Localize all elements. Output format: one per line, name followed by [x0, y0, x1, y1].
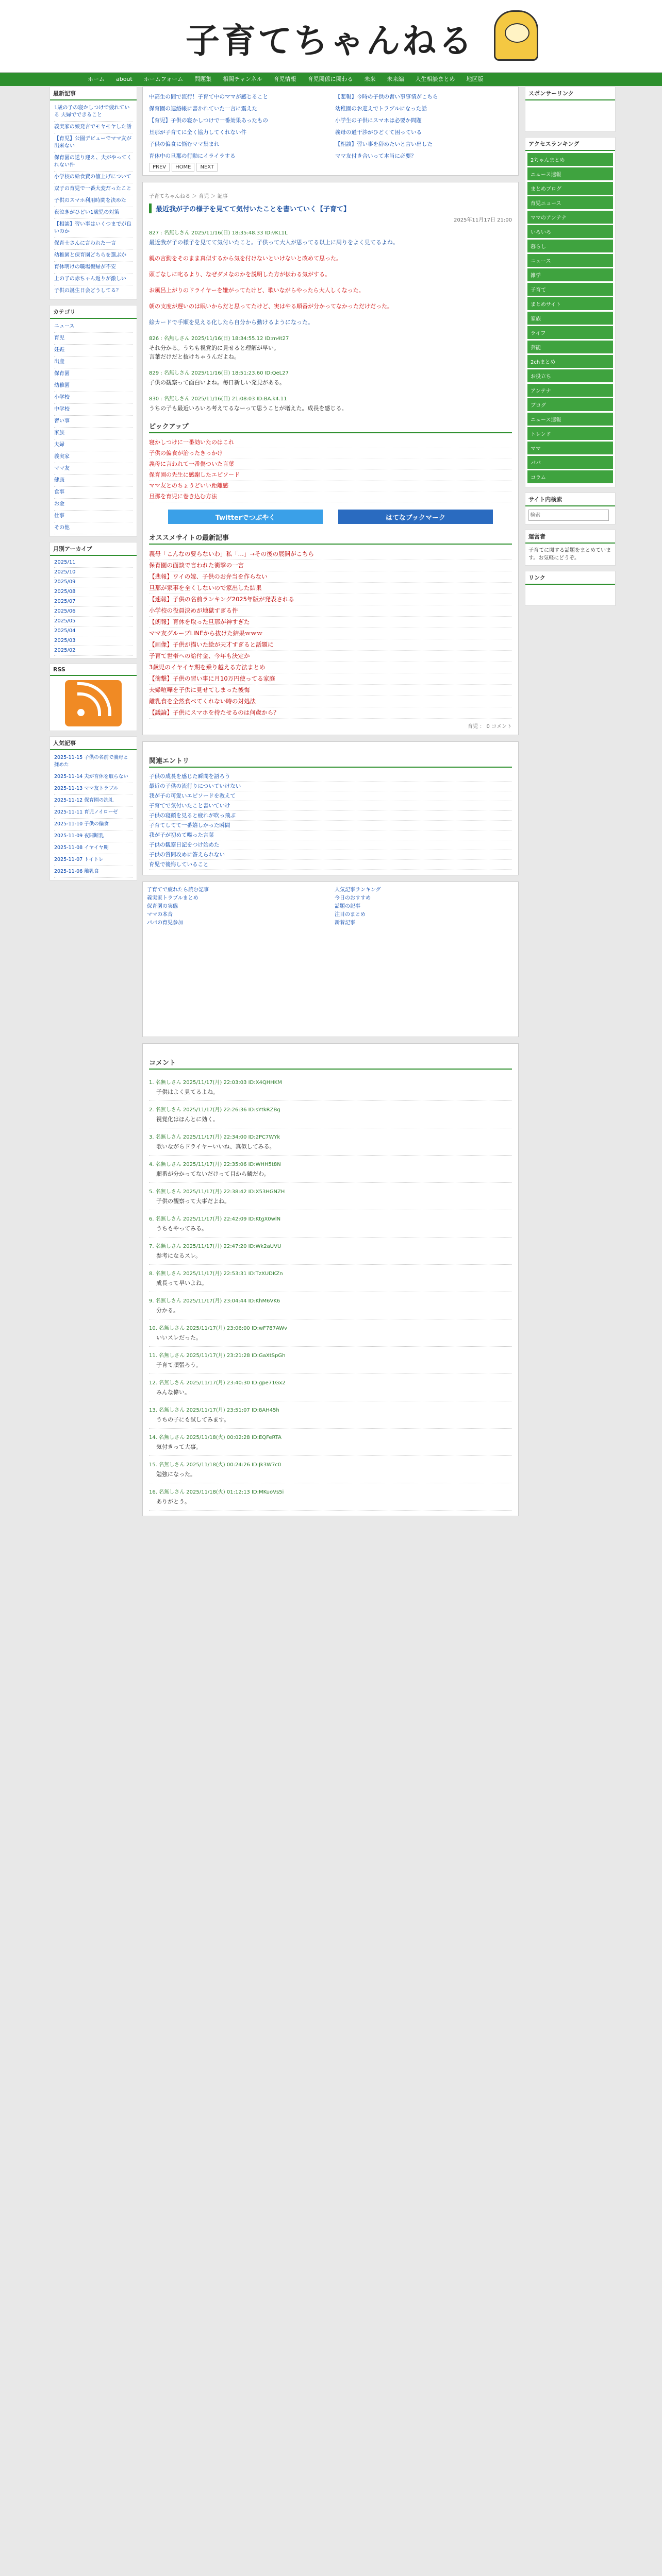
recommend-link[interactable]: 3歳児のイヤイヤ期を乗り越える方法まとめ — [149, 662, 512, 673]
category-item[interactable]: 育児 — [54, 333, 133, 345]
ad-right — [330, 882, 518, 1037]
related-title: 関連エントリ — [149, 755, 512, 768]
comment — [149, 1374, 512, 1401]
comment-body: うちもやってみる。 — [156, 1225, 207, 1232]
article-title: 最近我が子の様子を見てて気付いたことを書いていく【子育て】 — [149, 204, 512, 213]
latest-item[interactable]: 上の子の赤ちゃん返りが激しい — [54, 274, 133, 285]
ranking-item[interactable]: 2025-11-07 トイトレ — [54, 854, 133, 866]
comment — [149, 1074, 512, 1101]
antenna-item[interactable]: ライフ — [527, 326, 613, 339]
antenna-item[interactable]: 育児ニュース — [527, 196, 613, 209]
nav-link[interactable]: 問題集 — [194, 76, 212, 82]
category-item[interactable]: 習い事 — [54, 416, 133, 428]
category-item[interactable]: ママ友 — [54, 463, 133, 475]
archive-item[interactable]: 2025/09 — [54, 578, 133, 587]
links-area — [525, 585, 615, 605]
comment-header: 10. 名無しさん 2025/11/17(月) 23:06:00 ID:wF787AWv — [149, 1326, 288, 1331]
latest-item[interactable]: 1歳の子の寝かしつけで疲れている 夫婦でできること — [54, 103, 133, 122]
antenna-item[interactable]: お役立ち — [527, 369, 613, 382]
latest-item[interactable]: 夜泣きがひどい1歳児の対策 — [54, 207, 133, 219]
ad-link[interactable]: 話題の記事 — [335, 904, 360, 909]
comment-body: ありがとう。 — [156, 1498, 190, 1505]
antenna-item[interactable]: アンテナ — [527, 384, 613, 397]
comment — [149, 1238, 512, 1265]
nav-link[interactable]: ホームフォーム — [143, 76, 184, 82]
related-link[interactable]: 最近の子供の流行りについていけない — [149, 782, 512, 791]
site-header — [0, 0, 662, 73]
recommend-link[interactable]: 保育園の面談で言われた衝撃の一言 — [149, 560, 512, 571]
category-list — [50, 319, 137, 536]
comment-header: 7. 名無しさん 2025/11/17(月) 22:47:20 ID:Wk2aUVU — [149, 1244, 282, 1249]
ranking-item[interactable]: 2025-11-11 育児ノイローゼ — [54, 807, 133, 819]
recommend-link[interactable]: 夫婦喧嘩を子供に見せてしまった後悔 — [149, 685, 512, 696]
comment-header: 9. 名無しさん 2025/11/17(月) 23:04:44 ID:KhM6VK6 — [149, 1298, 280, 1304]
comment-header: 11. 名無しさん 2025/11/17(月) 23:21:28 ID:GaXtSpGh — [149, 1353, 286, 1359]
antenna-item[interactable]: コラム — [527, 470, 613, 483]
recommend-link[interactable]: 【衝撃】子供の習い事に月10万円使ってる家庭 — [149, 673, 512, 685]
comment-header: 3. 名無しさん 2025/11/17(月) 22:34:00 ID:2PC7WYk — [149, 1134, 280, 1140]
nav-link[interactable]: 未来 — [364, 76, 376, 82]
response-header: 830 : 名無しさん 2025/11/16(日) 21:08:03 ID:BA.k4.11 — [149, 396, 287, 402]
ranking-list — [50, 750, 137, 880]
latest-list — [50, 100, 137, 299]
top-link[interactable]: 中高生の間で流行！子育て中のママが感じること — [149, 94, 268, 100]
response-body: 親の言動をそのまま真似するから気を付けないといけないと改めて思った。 — [149, 255, 342, 262]
comment-body: みんな偉い。 — [156, 1389, 190, 1396]
pickup-link[interactable]: ママ友とのちょうどいい距離感 — [149, 481, 512, 492]
latest-item[interactable]: 子供のスマホ利用時間を決めた — [54, 195, 133, 207]
antenna-item[interactable]: 家族 — [527, 312, 613, 325]
pickup-link[interactable]: 子供の偏食が治ったきっかけ — [149, 448, 512, 459]
ad-box — [142, 882, 519, 1037]
related-link[interactable]: 子育てしてて一番嬉しかった瞬間 — [149, 821, 512, 831]
related-link[interactable]: 子供の観察日記をつけ始めた — [149, 840, 512, 850]
comment — [149, 1265, 512, 1292]
nav-link[interactable]: 育児情報 — [273, 76, 296, 82]
comment-body: いいスレだった。 — [156, 1334, 202, 1341]
comments-panel — [142, 1043, 519, 1516]
comment-body: 勉強になった。 — [156, 1471, 196, 1478]
comment-header: 4. 名無しさん 2025/11/17(月) 22:35:06 ID:WHH5t8N — [149, 1162, 281, 1167]
antenna-item[interactable]: ママ — [527, 442, 613, 454]
article — [142, 182, 519, 735]
comment — [149, 1347, 512, 1374]
category-item[interactable]: 健康 — [54, 475, 133, 487]
recommend-link[interactable]: 【朗報】育休を取った旦那が神すぎた — [149, 617, 512, 628]
comment — [149, 1456, 512, 1483]
archive-item[interactable]: 2025/05 — [54, 617, 133, 626]
response-header: 829 : 名無しさん 2025/11/16(日) 18:51:23.60 ID:QeL27 — [149, 370, 289, 376]
main-content — [142, 87, 519, 1522]
category-item[interactable]: 仕事 — [54, 511, 133, 522]
pager-link[interactable]: HOME — [172, 163, 194, 172]
latest-item[interactable]: 保育園の送り迎え、夫がやってくれない件 — [54, 152, 133, 172]
response — [149, 270, 512, 279]
category-item[interactable]: 小学校 — [54, 392, 133, 404]
ranking-item[interactable]: 2025-11-09 夜間断乳 — [54, 831, 133, 842]
antenna-item[interactable]: 芸能 — [527, 341, 613, 353]
logo-text[interactable]: 子育てちゃんねる — [186, 20, 474, 61]
related-panel — [142, 741, 519, 875]
top-link[interactable]: 育休中の旦那の行動にイライラする — [149, 153, 236, 159]
category-item[interactable]: 幼稚園 — [54, 380, 133, 392]
latest-item[interactable]: 双子の育児で一番大変だったこと — [54, 183, 133, 195]
article-date: 2025年11月17日 21:00 — [454, 217, 512, 223]
recommend-link[interactable]: 子育て世帯への給付金、今年も決定か — [149, 651, 512, 662]
top-link[interactable]: 【育児】子供の寝かしつけで一番効果あったもの — [149, 117, 268, 124]
rss-title: RSS — [50, 664, 137, 676]
archive-item[interactable]: 2025/06 — [54, 607, 133, 617]
recommend-link[interactable]: 【速報】子供の名前ランキング2025年版が発表される — [149, 594, 512, 605]
comment-header: 1. 名無しさん 2025/11/17(月) 22:03:03 ID:X4QHHKM — [149, 1080, 282, 1086]
antenna-item[interactable]: 2chまとめ — [527, 355, 613, 368]
archive-item[interactable]: 2025/11 — [54, 558, 133, 568]
top-link[interactable]: 旦那が子育てに全く協力してくれない件 — [149, 129, 246, 135]
antenna-item[interactable]: 暮らし — [527, 240, 613, 252]
comment-header: 15. 名無しさん 2025/11/18(火) 00:24:26 ID:Jk3W7c0 — [149, 1462, 282, 1468]
response — [149, 286, 512, 295]
antenna-item[interactable]: パパ — [527, 456, 613, 469]
related-link[interactable]: 育児で後悔していること — [149, 860, 512, 870]
antenna-item[interactable]: いろいろ — [527, 225, 613, 238]
comments-list — [149, 1074, 512, 1511]
comment — [149, 1319, 512, 1347]
ranking-item[interactable]: 2025-11-08 イヤイヤ期 — [54, 842, 133, 854]
response-body: 朝の支度が遅いのは眠いからだと思ってたけど、実はやる順番が分かってなかっただけだった。 — [149, 303, 393, 310]
nav-link[interactable]: ホーム — [88, 76, 105, 82]
about-title: 運営者 — [525, 530, 615, 544]
recommend-link[interactable]: 【悲報】ワイの嫁、子供のお弁当を作らない — [149, 571, 512, 583]
comment — [149, 1128, 512, 1156]
nav-link[interactable]: 人生相談まとめ — [415, 76, 455, 82]
pickup-link[interactable]: 保育園の先生に感謝したエピソード — [149, 470, 512, 481]
category-item[interactable]: 妊娠 — [54, 345, 133, 357]
antenna-item[interactable]: 子育て — [527, 283, 613, 296]
comment-header: 13. 名無しさん 2025/11/17(月) 23:51:07 ID:8AH45h — [149, 1408, 279, 1413]
ad-link[interactable]: パパの育児参加 — [147, 920, 183, 926]
comment-header: 12. 名無しさん 2025/11/17(月) 23:40:30 ID:gpe71Gx2 — [149, 1380, 286, 1386]
pickup-list — [149, 437, 512, 502]
top-link[interactable]: 保育園の連絡帳に書かれていた一言に震えた — [149, 106, 257, 112]
response-body: それ分かる。うちも視覚的に見せると理解が早い。 言葉だけだと抜けちゃうんだよね。 — [149, 345, 279, 360]
response-body: お風呂上がりのドライヤーを嫌がってたけど、歌いながらやったら大人しくなった。 — [149, 287, 365, 294]
category-item[interactable]: その他 — [54, 522, 133, 534]
nav-link[interactable]: 地区版 — [466, 76, 484, 82]
sponsor-title: スポンサーリンク — [525, 87, 615, 100]
ad-link[interactable]: 注目のまとめ — [335, 912, 366, 918]
response-header: 826 : 名無しさん 2025/11/16(日) 18:34:55.12 ID:m4t27 — [149, 336, 289, 342]
recommend-link[interactable]: 義母「こんなの要らないわ」私「…」→その後の展開がこちら — [149, 549, 512, 560]
response — [149, 394, 512, 413]
response — [149, 302, 512, 311]
top-link[interactable]: 小学生の子供にスマホは必要か問題 — [335, 117, 422, 124]
response — [149, 334, 512, 361]
antenna-menu — [525, 151, 615, 487]
antenna-item[interactable]: まとめブログ — [527, 182, 613, 195]
comment-header: 14. 名無しさん 2025/11/18(火) 00:02:28 ID:EQFeRTA — [149, 1435, 282, 1440]
comment — [149, 1156, 512, 1183]
left-sidebar — [49, 87, 137, 886]
antenna-item[interactable]: 2ちゃんまとめ — [527, 153, 613, 166]
ranking-item[interactable]: 2025-11-15 子供の名前で義母と揉めた — [54, 752, 133, 771]
top-link[interactable]: 義母の過干渉がひどくて困っている — [335, 129, 422, 135]
hatena-bookmark-button[interactable]: はてなブックマーク — [338, 510, 493, 524]
top-link[interactable]: ママ友付き合いって本当に必要？ — [335, 153, 417, 159]
comment-body: うちの子にも試してみます。 — [156, 1416, 230, 1423]
related-link[interactable]: 我が子の可愛いエピソードを教えて — [149, 791, 512, 801]
recommend-link[interactable]: 旦那が家事を全くしないので家出した結果 — [149, 583, 512, 594]
comment-body: 視覚化はほんとに効く。 — [156, 1116, 219, 1123]
latest-item[interactable]: 【相談】習い事はいくつまでが良いのか — [54, 219, 133, 238]
comment — [149, 1183, 512, 1210]
ad-link[interactable]: ママの本音 — [147, 912, 173, 918]
pickup-title: ピックアップ — [149, 421, 512, 433]
rec-title: オススメサイトの最新記事 — [149, 532, 512, 545]
related-link[interactable]: 子供の質問攻めに答えられない — [149, 850, 512, 860]
latest-item[interactable]: 幼稚園と保育園どちらを選ぶか — [54, 250, 133, 262]
latest-item[interactable]: 子供の誕生日会どうしてる？ — [54, 285, 133, 297]
archive-item[interactable]: 2025/02 — [54, 646, 133, 656]
comment — [149, 1401, 512, 1429]
category-item[interactable]: 夫婦 — [54, 439, 133, 451]
latest-item[interactable]: 義実家の娘発言でモヤモヤした話 — [54, 122, 133, 133]
related-link[interactable]: 子供の成長を感じた瞬間を語ろう — [149, 772, 512, 782]
category-item[interactable]: 義実家 — [54, 451, 133, 463]
ranking-item[interactable]: 2025-11-10 子供の偏食 — [54, 819, 133, 831]
archive-item[interactable]: 2025/07 — [54, 597, 133, 607]
share-row — [149, 510, 512, 524]
antenna-item[interactable]: ニュース速報 — [527, 413, 613, 426]
response-body: うちの子も最近いろいろ考えてるなーって思うことが増えた。成長を感じる。 — [149, 405, 347, 412]
comment-header: 6. 名無しさん 2025/11/17(月) 22:42:09 ID:KtgX0wlN — [149, 1216, 281, 1222]
top-link[interactable]: 子供の偏食に悩むママ集まれ — [149, 141, 220, 147]
nav-link[interactable]: about — [116, 76, 133, 82]
recommend-list — [149, 549, 512, 719]
comment-body: 参考になるスレ。 — [156, 1252, 202, 1259]
search-input[interactable] — [528, 510, 609, 521]
pickup-link[interactable]: 旦那を育児に巻き込む方法 — [149, 492, 512, 502]
category-title: カテゴリ — [50, 306, 137, 319]
archive-title: 月別アーカイブ — [50, 543, 137, 556]
comment-body: 成長って早いよね。 — [156, 1280, 207, 1286]
category-item[interactable]: 保育園 — [54, 368, 133, 380]
sponsor-area — [525, 100, 615, 131]
comment-body: 順番が分かってないだけって目から鱗だわ。 — [156, 1171, 270, 1177]
comment — [149, 1429, 512, 1456]
archive-item[interactable]: 2025/10 — [54, 568, 133, 578]
response — [149, 254, 512, 263]
response-body: 頭ごなしに叱るより、なぜダメなのかを説明した方が伝わる気がする。 — [149, 271, 330, 278]
antenna-item[interactable]: ママのアンテナ — [527, 211, 613, 224]
antenna-item[interactable]: ニュース — [527, 254, 613, 267]
twitter-share-button[interactable]: Twitterでつぶやく — [168, 510, 323, 524]
ad-link[interactable]: 今日のおすすめ — [335, 895, 371, 901]
comment-header: 8. 名無しさん 2025/11/17(月) 22:53:31 ID:TzXUDKZn — [149, 1271, 283, 1277]
comment — [149, 1292, 512, 1319]
breadcrumb[interactable]: 子育てちゃんねる ＞ 育児 ＞ 記事 — [149, 194, 228, 199]
response-body: 子供の観察って面白いよね。毎日新しい発見がある。 — [149, 379, 285, 386]
ranking-item[interactable]: 2025-11-14 夫が育休を取らない — [54, 771, 133, 783]
latest-item[interactable]: 小学校の給食費の値上げについて — [54, 172, 133, 183]
archive-list — [50, 556, 137, 658]
ad-left — [143, 882, 330, 1037]
ranking-item[interactable]: 2025-11-12 保育園の洗礼 — [54, 795, 133, 807]
comment-body: 子供の観察って大事だよね。 — [156, 1198, 230, 1205]
category-item[interactable]: 出産 — [54, 357, 133, 368]
ranking-item[interactable]: 2025-11-13 ママ友トラブル — [54, 783, 133, 795]
comment-body: 歌いながらドライヤーいいね、真似してみる。 — [156, 1143, 275, 1150]
latest-item[interactable]: 【育児】公園デビューでママ友が出来ない — [54, 133, 133, 152]
response-body: 絵カードで手順を見える化したら自分から動けるようになった。 — [149, 319, 313, 326]
related-link[interactable]: 我が子が初めて喋った言葉 — [149, 831, 512, 840]
article-meta[interactable]: 育児 ： 0 コメント — [468, 724, 512, 730]
top-links — [149, 92, 512, 161]
comment — [149, 1101, 512, 1128]
archive-item[interactable]: 2025/03 — [54, 636, 133, 646]
top-links-panel — [142, 87, 519, 176]
category-item[interactable]: 家族 — [54, 428, 133, 439]
rss-icon[interactable] — [65, 680, 122, 726]
antenna-title: アクセスランキング — [525, 138, 615, 151]
recommend-link[interactable]: ママ友グループLINEから抜けた結果ｗｗｗ — [149, 628, 512, 639]
top-link[interactable]: 幼稚園のお迎えでトラブルになった話 — [335, 106, 427, 112]
comment-body: 子供はよく見てるよね。 — [156, 1089, 219, 1095]
right-sidebar — [525, 87, 616, 611]
antenna-item[interactable]: トレンド — [527, 427, 613, 440]
latest-item[interactable]: 育休明けの職場復帰が不安 — [54, 262, 133, 274]
category-item[interactable]: ニュース — [54, 321, 133, 333]
related-link[interactable]: 子育てで気付いたこと書いていけ — [149, 801, 512, 811]
comment-body: 気付きって大事。 — [156, 1444, 202, 1450]
response — [149, 368, 512, 387]
pager-link[interactable]: PREV — [149, 163, 170, 172]
ranking-item[interactable]: 2025-11-06 離乳食 — [54, 866, 133, 878]
comment — [149, 1210, 512, 1238]
ad-link[interactable]: 子育てで疲れたら読む記事 — [147, 887, 209, 893]
pickup-link[interactable]: 義母に言われて一番傷ついた言葉 — [149, 459, 512, 470]
response — [149, 318, 512, 327]
recommend-link[interactable]: 離乳食を全然食べてくれない時の対処法 — [149, 696, 512, 707]
category-item[interactable]: 食事 — [54, 487, 133, 499]
archive-item[interactable]: 2025/08 — [54, 587, 133, 597]
comments-title: コメント — [149, 1057, 512, 1070]
latest-item[interactable]: 保育士さんに言われた一言 — [54, 238, 133, 250]
nav-link[interactable]: 未来編 — [387, 76, 404, 82]
ad-link[interactable]: 義実家トラブルまとめ — [147, 895, 198, 901]
ad-link[interactable]: 新着記事 — [335, 920, 355, 926]
related-list — [149, 772, 512, 870]
comment — [149, 1483, 512, 1511]
archive-item[interactable]: 2025/04 — [54, 626, 133, 636]
nav-link[interactable]: 育児関係に関わる — [307, 76, 353, 82]
recommend-link[interactable]: 【画像】子供が描いた絵が天才すぎると話題に — [149, 639, 512, 651]
pickup-link[interactable]: 寝かしつけに一番効いたのはこれ — [149, 437, 512, 448]
pager — [149, 164, 512, 170]
mascot-icon — [494, 10, 538, 61]
recommend-link[interactable]: 【議論】子供にスマホを持たせるのは何歳から？ — [149, 707, 512, 719]
ranking-title: 人気記事 — [50, 737, 137, 750]
latest-title: 最新記事 — [50, 87, 137, 100]
response — [149, 228, 512, 247]
category-item[interactable]: お金 — [54, 499, 133, 511]
antenna-item[interactable]: ニュース速報 — [527, 167, 613, 180]
site-logo[interactable] — [134, 9, 526, 66]
pager-link[interactable]: NEXT — [196, 163, 218, 172]
antenna-item[interactable]: ブログ — [527, 398, 613, 411]
comment-body: 分かる。 — [156, 1307, 179, 1314]
nav-link[interactable]: 相関チャンネル — [223, 76, 262, 82]
antenna-item[interactable]: まとめサイト — [527, 297, 613, 310]
comment-header: 2. 名無しさん 2025/11/17(月) 22:26:36 ID:sYtkRZBg — [149, 1107, 280, 1113]
recommend-link[interactable]: 小学校の役員決めが地獄すぎる件 — [149, 605, 512, 617]
top-link[interactable]: 【相談】習い事を辞めたいと言い出した — [335, 141, 433, 147]
related-link[interactable]: 子供の寝顔を見ると疲れが吹っ飛ぶ — [149, 811, 512, 821]
comment-header: 5. 名無しさん 2025/11/17(月) 22:38:42 ID:X53HGNZH — [149, 1189, 285, 1195]
response-body: 最近我が子の様子を見てて気付いたこと。子供って大人が思ってる以上に周りをよく見てるよね。 — [149, 239, 399, 246]
about-text: 子育てに関する話題をまとめています。お気軽にどうぞ。 — [528, 548, 611, 561]
main-nav — [0, 73, 662, 86]
antenna-item[interactable]: 雑学 — [527, 268, 613, 281]
response-header: 827 : 名無しさん 2025/11/16(日) 18:35:48.33 ID:vKL1L — [149, 230, 288, 236]
search-title: サイト内検索 — [525, 493, 615, 506]
comment-header: 16. 名無しさん 2025/11/18(火) 01:12:13 ID:MKuoVs5i — [149, 1489, 284, 1495]
top-link[interactable]: 【悲報】今時の子供の習い事事情がこちら — [335, 94, 438, 100]
ad-link[interactable]: 保育園の実態 — [147, 904, 178, 909]
category-item[interactable]: 中学校 — [54, 404, 133, 416]
links-title: リンク — [525, 571, 615, 585]
ad-link[interactable]: 人気記事ランキング — [335, 887, 381, 893]
responses — [149, 228, 512, 413]
comment-body: 子育て頑張ろう。 — [156, 1362, 202, 1368]
